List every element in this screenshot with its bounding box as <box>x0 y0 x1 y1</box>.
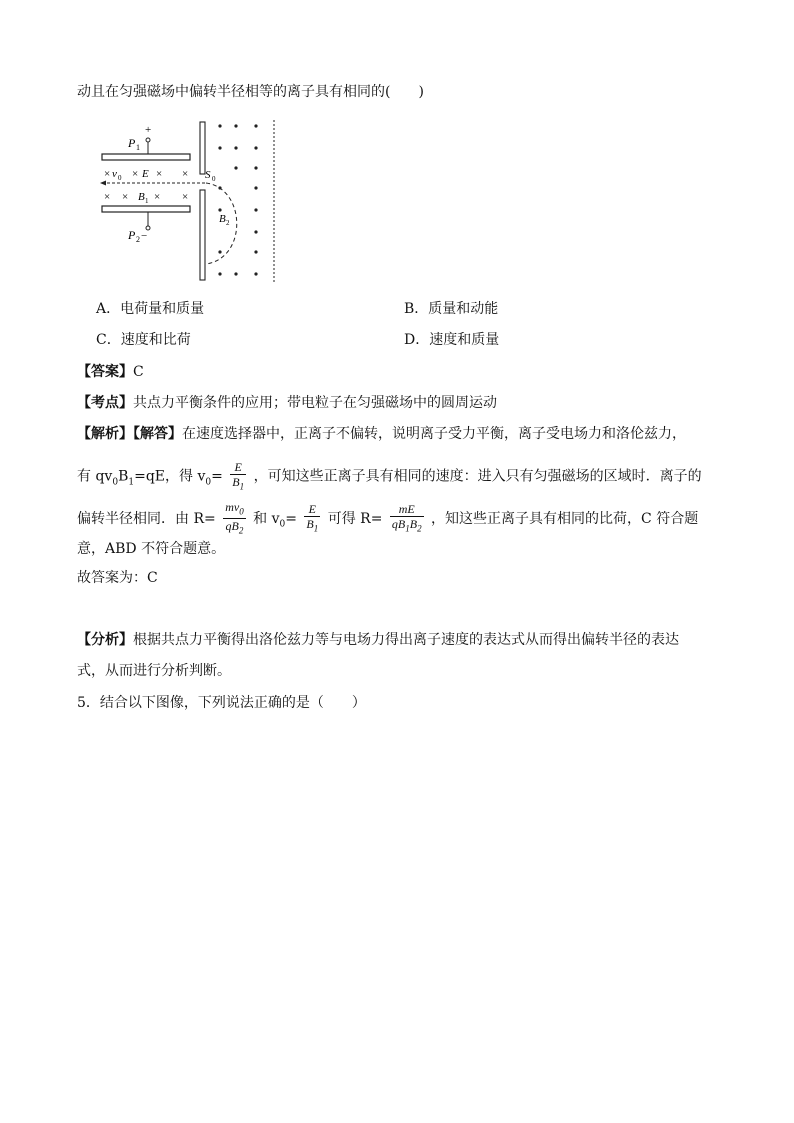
minus-sign: − <box>141 230 148 242</box>
subscript: 0 <box>205 477 212 488</box>
subscript: 1 <box>313 523 319 534</box>
option-d: D．速度和质量 <box>404 332 500 348</box>
formula-text: =qE，得 v <box>134 468 206 485</box>
cross-mark: × <box>182 168 189 180</box>
formula-text: B <box>231 519 239 534</box>
kaodian-line <box>77 393 497 413</box>
option-c: C．速度和比荷 <box>96 332 191 348</box>
formula-text: 和 v <box>253 510 280 527</box>
b1-sub: 1 <box>145 197 149 205</box>
formula-text: B <box>118 468 129 485</box>
jiexi-tag: 【解析】 <box>77 426 133 442</box>
formula-text: m <box>225 500 234 514</box>
kaodian-text: 共点力平衡条件的应用；带电粒子在匀强磁场中的圆周运动 <box>133 395 497 411</box>
fenxi-tag: 【分析】 <box>77 632 133 648</box>
formula-text: = <box>285 510 297 527</box>
fenxi-line-1 <box>77 630 679 650</box>
kaodian-tag: 【考点】 <box>77 395 133 411</box>
velocity-selector-figure <box>96 118 296 288</box>
question-stem: 动且在匀强磁场中偏转半径相等的离子具有相同的( ) <box>77 84 424 100</box>
formula-text: = <box>211 468 223 485</box>
subscript: 1 <box>405 523 410 534</box>
formula-text: 有 qv <box>77 468 113 485</box>
cross-mark: × <box>156 168 163 180</box>
subscript: 2 <box>238 525 244 536</box>
s0-sub: 0 <box>212 175 216 183</box>
formula-text: 可得 R= <box>327 510 383 527</box>
formula-text: ，可知这些正离子具有相同的速度：进入只有匀强磁场的区域时．离子的 <box>253 468 702 485</box>
cross-mark: × <box>154 191 161 203</box>
fraction-numerator: mE <box>390 502 424 517</box>
formula-text: q <box>225 519 232 534</box>
jiexi-line-2 <box>77 460 702 493</box>
jiexi-line-5: 故答案为：C <box>77 570 158 586</box>
cross-mark: × <box>122 191 129 203</box>
fraction-numerator: E <box>304 502 320 517</box>
b1-label: B <box>138 191 145 203</box>
fraction-denominator <box>223 519 246 537</box>
formula-text: B <box>232 475 240 489</box>
question-5: 5．结合以下图像，下列说法正确的是（ ） <box>77 695 366 711</box>
subscript: 1 <box>239 481 245 492</box>
p1-label: P <box>128 136 136 150</box>
formula-text: qB <box>391 517 406 532</box>
fraction-denominator <box>230 475 246 493</box>
answer-tag: 【答案】 <box>77 364 133 380</box>
jiexi-line-1 <box>77 424 686 444</box>
option-a: A．电荷量和质量 <box>96 301 205 317</box>
v0-label: v <box>112 168 117 180</box>
formula-text: B <box>306 517 314 532</box>
plus-sign: + <box>145 124 152 136</box>
fenxi-text-1: 根据共点力平衡得出洛伦兹力等与电场力得出离子速度的表达式从而得出偏转半径的表达 <box>133 632 679 648</box>
formula-text: 偏转半径相同．由 R= <box>77 510 216 527</box>
v0-sub: 0 <box>118 174 122 182</box>
s0-label: S <box>205 169 211 181</box>
formula-text: B <box>409 517 418 532</box>
subscript: 0 <box>239 506 244 517</box>
formula-text: v <box>233 500 240 514</box>
e-label: E <box>142 168 149 180</box>
subscript: 0 <box>279 519 286 530</box>
jiexi-text-1: 在速度选择器中，正离子不偏转，说明离子受力平衡，离子受电场力和洛伦兹力， <box>182 426 686 442</box>
fraction-e-over-b1-b <box>304 502 320 535</box>
fraction-denominator <box>390 517 424 535</box>
b2-sub: 2 <box>226 219 230 227</box>
p1-sub: 1 <box>136 143 140 152</box>
subscript: 2 <box>417 523 422 534</box>
fenxi-line-2: 式，从而进行分析判断。 <box>77 663 231 679</box>
subscript: 1 <box>128 477 135 488</box>
fraction-mv0-over-qb2 <box>223 500 246 538</box>
fraction-numerator <box>223 500 246 519</box>
option-b: B．质量和动能 <box>404 301 499 317</box>
cross-mark: × <box>182 191 189 203</box>
cross-mark: × <box>104 168 111 180</box>
formula-text: ，知这些正离子具有相同的比荷，C 符合题 <box>431 510 699 527</box>
fraction-e-over-b1 <box>230 460 246 493</box>
p2-label: P <box>128 228 136 242</box>
answer-line <box>77 362 144 382</box>
jiexi-tag2: 【解答】 <box>133 426 182 442</box>
subscript: 0 <box>112 477 119 488</box>
jiexi-line-3 <box>77 500 698 538</box>
p2-sub: 2 <box>136 235 140 244</box>
jiexi-line-4: 意，ABD 不符合题意。 <box>77 541 226 557</box>
fraction-numerator: E <box>230 460 246 475</box>
fraction-me-over-qb1b2 <box>390 502 424 535</box>
answer-value: C <box>133 364 144 380</box>
b2-label: B <box>219 213 226 225</box>
cross-mark: × <box>104 191 111 203</box>
fraction-denominator <box>304 517 320 535</box>
cross-mark: × <box>132 168 139 180</box>
